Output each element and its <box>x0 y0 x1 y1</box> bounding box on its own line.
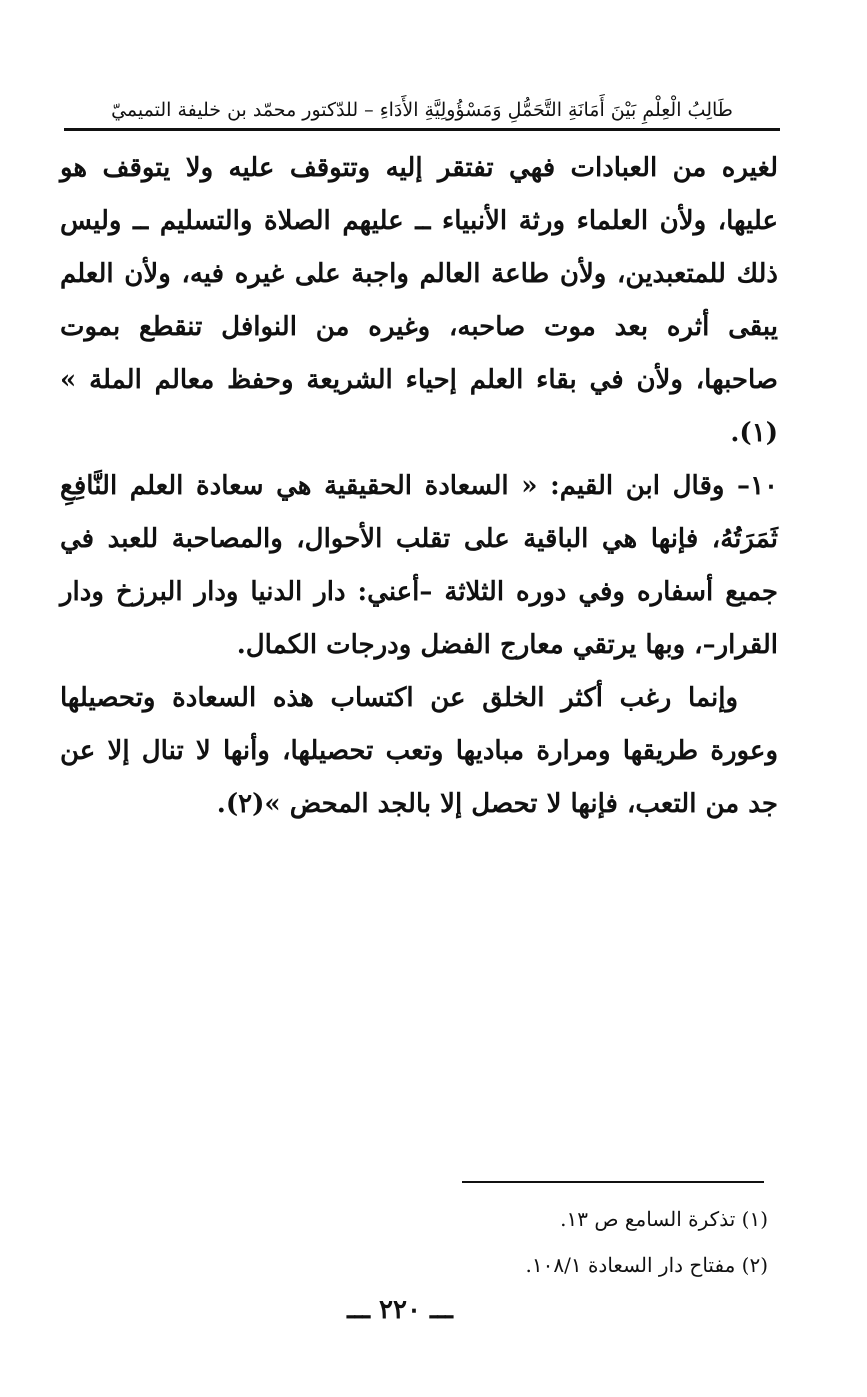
footnote-2: (٢) مفتاح دار السعادة ١٠٨/١. <box>525 1253 768 1277</box>
main-text <box>60 142 778 831</box>
footnotes <box>300 1196 768 1288</box>
paragraph-1: لغيره من العبادات فهي تفتقر إليه وتتوقف عليه ولا يتوقف هو عليها، ولأن العلماء ورثة الأنبياء ــ عليهم الصلاة والتسليم ــ وليس ذلك للمتعبدين، ولأن طاعة العالم واجبة على غيره فيه، ولأن العلم يبقى أثره بعد موت صاحبه، وغيره من النوافل تنقطع بموت صاحبها، ولأن في بقاء العلم إحياء الشريعة وحفظ معالم الملة » (١). <box>60 153 778 448</box>
page-number: ـــ ٢٢٠ ـــ <box>347 1295 453 1325</box>
paragraph-2: ١٠– وقال ابن القيم: « السعادة الحقيقية هي سعادة العلم النَّافِعِ ثَمَرَتُهُ، فإنها هي الباقية على تقلب الأحوال، والمصاحبة للعبد في جميع أسفاره وفي دوره الثلاثة –أعني: دار الدنيا ودار البرزخ ودار القرار–، وبها يرتقي معارج الفضل ودرجات الكمال. <box>60 471 778 660</box>
header-divider <box>64 128 780 131</box>
paragraph-3: وإنما رغب أكثر الخلق عن اكتساب هذه السعادة وتحصيلها وعورة طريقها ومرارة مباديها وتعب تحصيلها، وأنها لا تنال إلا عن جد من التعب، فإنها لا تحصل إلا بالجد المحض »(٢). <box>60 683 778 819</box>
footnote-divider <box>462 1181 764 1183</box>
running-header: طَالِبُ الْعِلْمِ بَيْنَ أَمَانَةِ التَّحَمُّلِ وَمَسْؤُولِيَّةِ الأَدَاءِ – للدّكتور محمّد بن خليفة التميميّ <box>111 99 733 121</box>
footnote-1: (١) تذكرة السامع ص ١٣. <box>560 1207 768 1231</box>
